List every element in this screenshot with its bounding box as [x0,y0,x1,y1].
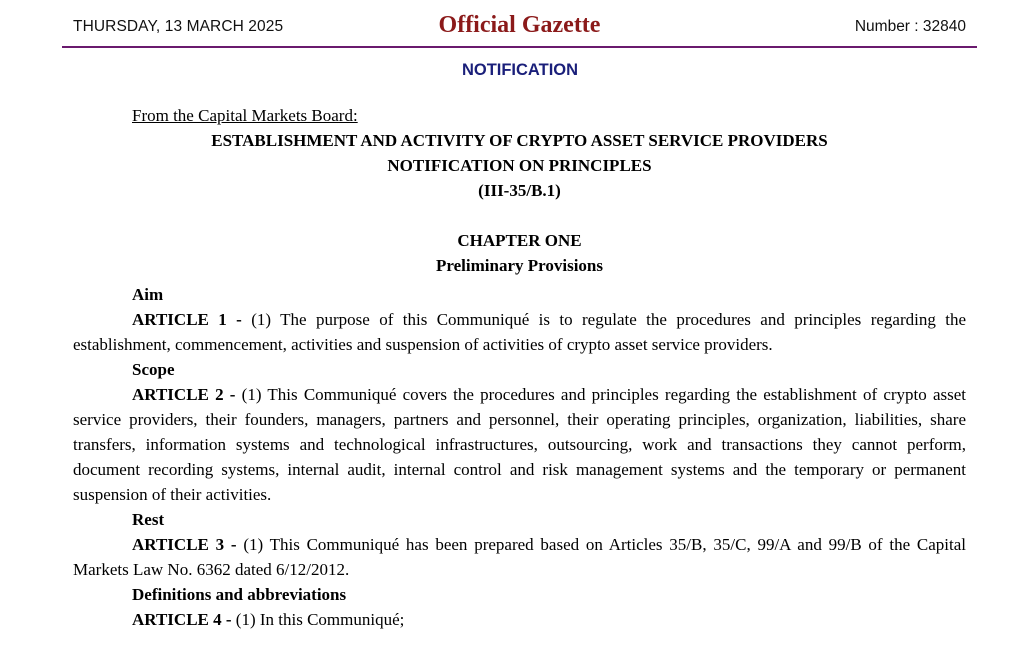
issue-date: THURSDAY, 13 MARCH 2025 [73,18,284,35]
article-text: (1) The purpose of this Communiqué is to regulate the procedures and principles regarding the establishment, commencement, activities and suspension of activities of crypto asset service providers. [73,310,966,354]
gazette-title: Official Gazette [438,12,601,38]
article-heading: Rest [132,510,165,529]
article-label: ARTICLE 2 - [132,385,236,404]
article-paragraph [73,382,966,507]
doc-title-line-1: ESTABLISHMENT AND ACTIVITY OF CRYPTO ASSET SERVICE PROVIDERS [211,131,828,150]
article-label: ARTICLE 4 - [132,610,232,629]
spacer [73,203,966,228]
article-heading: Scope [132,360,175,379]
doc-title-code: (III-35/B.1) [478,181,561,200]
article-text: (1) This Communiqué covers the procedures and principles regarding the establishment of crypto asset service providers, their founders, managers, partners and personnel, their operating principles, organization, liabilities, share transfers, information systems and technological infrastructures, outsourcing, work and transactions they cannot perform, document recording systems, internal audit, internal control and risk management systems and the temporary or permanent suspension of their activities. [73,385,967,504]
issue-number: Number : 32840 [854,18,966,35]
article-paragraph [73,607,966,632]
gazette-header [62,0,977,48]
article-paragraph [73,307,966,357]
article-heading: Definitions and abbreviations [132,585,347,604]
article-label: ARTICLE 3 - [132,535,237,554]
article-text: (1) In this Communiqué; [231,610,405,629]
article-heading: Aim [132,285,164,304]
chapter-title: CHAPTER ONE [457,231,582,250]
doc-title-line-2: NOTIFICATION ON PRINCIPLES [387,156,652,175]
chapter-subtitle: Preliminary Provisions [435,256,603,275]
article-label: ARTICLE 1 - [132,310,242,329]
issuing-authority: From the Capital Markets Board: [132,106,358,125]
document-body [73,103,966,632]
section-title: NOTIFICATION [461,61,579,79]
article-text: (1) This Communiqué has been prepared based on Articles 35/B, 35/C, 99/A and 99/B of the Capital Markets Law No. 6362 dated 6/12/2012. [73,535,966,579]
article-paragraph [73,532,966,582]
